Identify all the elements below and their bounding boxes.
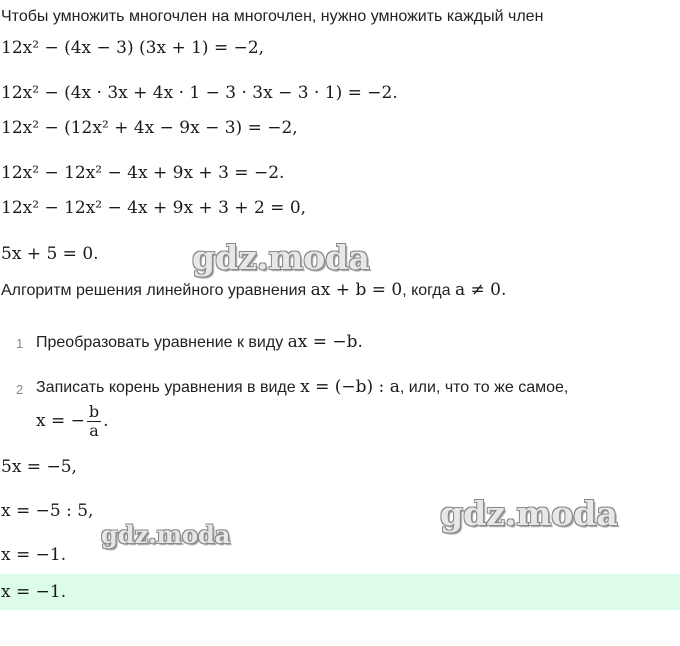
step-2-math: x = (−b) : a: [300, 377, 400, 397]
algorithm-mid: , когда: [402, 282, 451, 299]
algorithm-text: Алгоритм решения линейного уравнения: [1, 282, 307, 299]
step-1-math: ax = −b.: [287, 332, 363, 352]
step-2-fraction: [87, 403, 101, 440]
step-1-content: [36, 332, 363, 352]
intro-text: Чтобы умножить многочлен на многочлен, нужно умножить каждый член: [1, 8, 544, 25]
equation-line-1: 12x² − (4x − 3) (3x + 1) = −2,: [1, 38, 265, 58]
step-2-content: [36, 377, 568, 397]
step-2-marker: 2: [16, 382, 24, 397]
solution-line-1: 5x = −5,: [1, 457, 77, 477]
solution-line-3: x = −1.: [1, 545, 67, 565]
algorithm-line: [1, 280, 506, 300]
step-1-text: Преобразовать уравнение к виду: [36, 334, 284, 351]
watermark-2: gdz.moda: [440, 494, 618, 533]
equation-line-2: 12x² − (4x · 3x + 4x · 1 − 3 · 3x − 3 · 1) = −2.: [1, 83, 398, 103]
algorithm-math-2: a ≠ 0.: [454, 280, 507, 300]
fraction-numerator: b: [88, 402, 100, 421]
equation-line-4: 12x² − 12x² − 4x + 9x + 3 = −2.: [1, 163, 285, 183]
equation-line-3: 12x² − (12x² + 4x − 9x − 3) = −2,: [1, 118, 298, 138]
answer-highlight: [0, 574, 680, 610]
step-2-frac-pre: x = −: [36, 411, 85, 431]
watermark-1: gdz.moda: [192, 238, 370, 277]
answer-line: x = −1.: [1, 582, 67, 602]
equation-line-6: 5x + 5 = 0.: [1, 244, 99, 264]
step-2-text: Записать корень уравнения в виде: [36, 379, 296, 396]
watermark-3: gdz.moda: [101, 520, 231, 549]
solution-line-2: x = −5 : 5,: [1, 501, 94, 521]
step-1-marker: 1: [16, 336, 24, 351]
fraction-denominator: a: [89, 421, 99, 440]
step-2-tail: , или, что то же самое,: [399, 379, 569, 396]
equation-line-5: 12x² − 12x² − 4x + 9x + 3 + 2 = 0,: [1, 198, 307, 218]
step-2-frac-post: .: [103, 411, 109, 431]
algorithm-math-1: ax + b = 0: [310, 280, 403, 300]
step-2-fraction-line: [36, 403, 109, 440]
